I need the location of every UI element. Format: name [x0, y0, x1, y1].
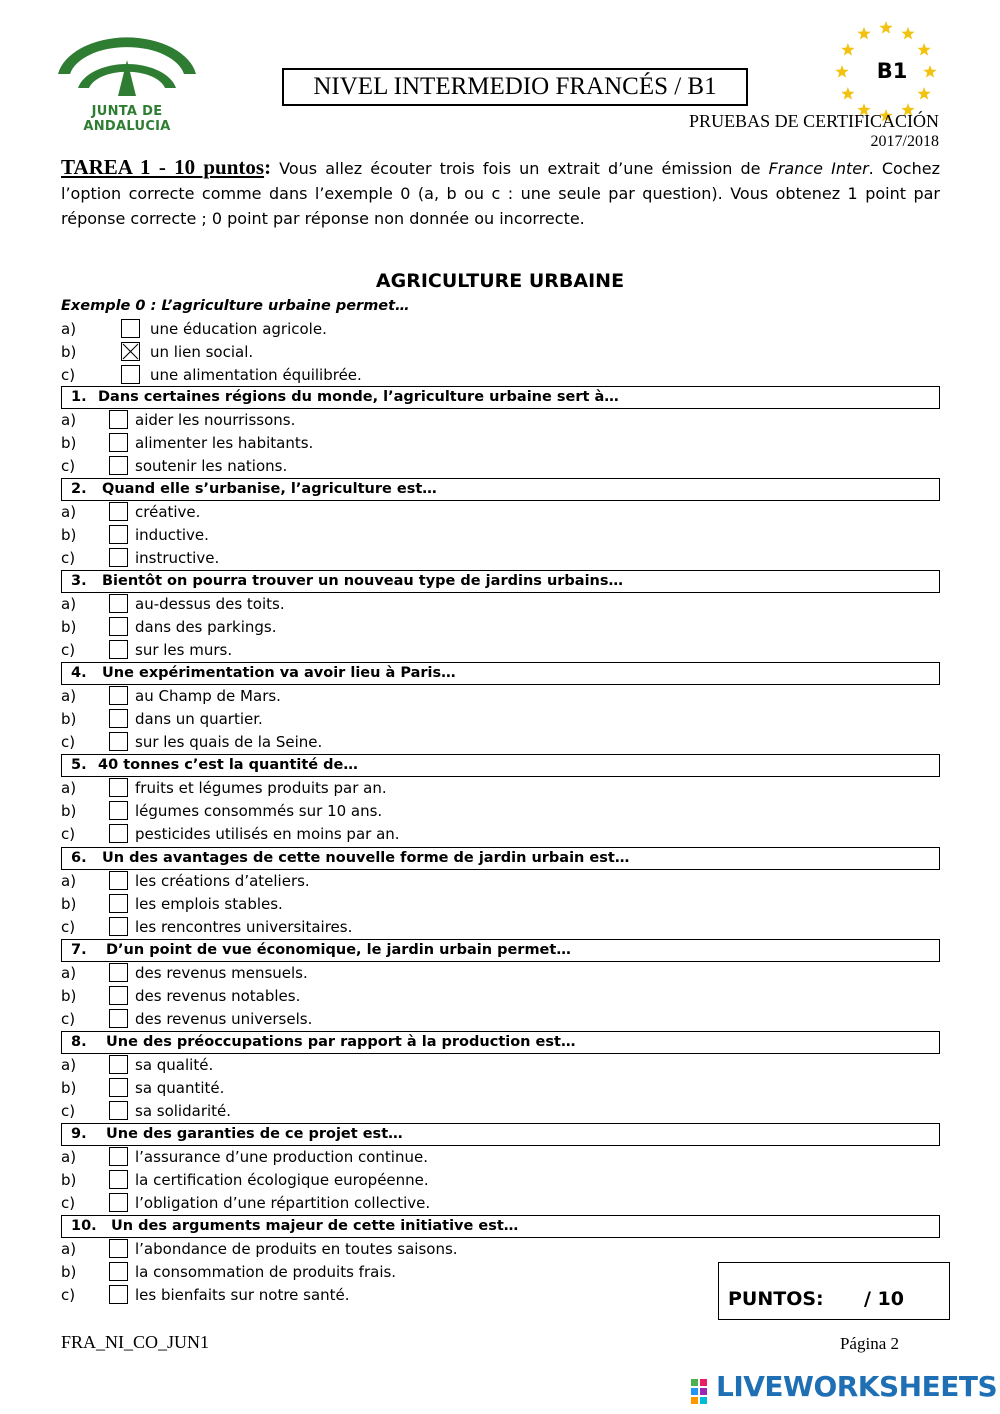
question-text: Dans certaines régions du monde, l’agriculture urbaine sert à… [98, 389, 619, 405]
answer-checkbox[interactable] [109, 963, 128, 982]
answer-checkbox[interactable] [109, 1078, 128, 1097]
question-8 [61, 1031, 940, 1054]
option-letter: a) [61, 1148, 77, 1166]
page-title: NIVEL INTERMEDIO FRANCÉS / B1 [282, 68, 748, 106]
answer-checkbox[interactable] [109, 686, 128, 705]
liveworksheets-watermark: LIVEWORKSHEETS [716, 1370, 998, 1403]
option-letter: c) [61, 457, 76, 475]
option-letter: a) [61, 1240, 77, 1258]
footer-code: FRA_NI_CO_JUN1 [61, 1332, 210, 1352]
question-number: 3. [71, 573, 87, 589]
option-text: les rencontres universitaires. [135, 918, 353, 936]
option-letter: b) [61, 434, 77, 452]
option-text: pesticides utilisés en moins par an. [135, 825, 400, 843]
option-text: l’assurance d’une production continue. [135, 1148, 428, 1166]
answer-checkbox[interactable] [109, 1170, 128, 1189]
question-text: Une des préoccupations par rapport à la production est… [106, 1034, 576, 1050]
option-text: au Champ de Mars. [135, 687, 281, 705]
option-text: une éducation agricole. [150, 320, 327, 338]
option-text: inductive. [135, 526, 209, 544]
option-letter: a) [61, 779, 77, 797]
answer-checkbox[interactable] [109, 732, 128, 751]
option-letter: a) [61, 872, 77, 890]
option-text: aider les nourrissons. [135, 411, 296, 429]
option-text: instructive. [135, 549, 220, 567]
answer-checkbox[interactable] [109, 548, 128, 567]
question-number: 10. [71, 1218, 97, 1234]
option-text: alimenter les habitants. [135, 434, 314, 452]
option-letter: a) [61, 687, 77, 705]
option-letter: b) [61, 987, 77, 1005]
answer-checkbox[interactable] [109, 824, 128, 843]
option-text: sa qualité. [135, 1056, 214, 1074]
question-number: 2. [71, 481, 87, 497]
option-letter: c) [61, 549, 76, 567]
option-letter: b) [61, 343, 77, 361]
answer-checkbox[interactable] [109, 640, 128, 659]
example-checkbox-c[interactable] [121, 365, 140, 384]
question-5 [61, 754, 940, 777]
question-6 [61, 847, 940, 870]
option-letter: b) [61, 1171, 77, 1189]
answer-checkbox[interactable] [109, 525, 128, 544]
option-letter: a) [61, 964, 77, 982]
option-letter: b) [61, 618, 77, 636]
org-name: JUNTA DE ANDALUCIA [83, 104, 171, 134]
answer-checkbox[interactable] [109, 1009, 128, 1028]
option-text: soutenir les nations. [135, 457, 288, 475]
option-letter: b) [61, 802, 77, 820]
star-icon [879, 21, 892, 34]
task-title: TAREA 1 - 10 puntos [61, 155, 265, 179]
option-letter: c) [61, 1194, 76, 1212]
option-text: des revenus notables. [135, 987, 301, 1005]
option-text: les bienfaits sur notre santé. [135, 1286, 350, 1304]
option-letter: a) [61, 503, 77, 521]
star-icon [901, 27, 914, 40]
answer-checkbox[interactable] [109, 594, 128, 613]
option-letter: b) [61, 1079, 77, 1097]
option-text: la consommation de produits frais. [135, 1263, 397, 1281]
option-letter: b) [61, 1263, 77, 1281]
option-letter: a) [61, 411, 77, 429]
option-text: les créations d’ateliers. [135, 872, 310, 890]
star-icon [835, 65, 848, 78]
star-icon [857, 27, 870, 40]
star-icon [841, 87, 854, 100]
option-letter: a) [61, 1056, 77, 1074]
checked-cross-icon [122, 343, 139, 360]
answer-checkbox[interactable] [109, 1101, 128, 1120]
option-text: dans des parkings. [135, 618, 277, 636]
option-text: un lien social. [150, 343, 254, 361]
answer-checkbox[interactable] [109, 456, 128, 475]
option-text: l’abondance de produits en toutes saisons. [135, 1240, 458, 1258]
option-letter: c) [61, 825, 76, 843]
answer-checkbox[interactable] [109, 871, 128, 890]
answer-checkbox[interactable] [109, 1147, 128, 1166]
option-text: fruits et légumes produits par an. [135, 779, 387, 797]
question-text: Quand elle s’urbanise, l’agriculture est… [102, 481, 437, 497]
option-text: sa quantité. [135, 1079, 225, 1097]
option-text: dans un quartier. [135, 710, 263, 728]
option-text: sa solidarité. [135, 1102, 232, 1120]
question-text: Une expérimentation va avoir lieu à Paris… [102, 665, 456, 681]
answer-checkbox[interactable] [109, 801, 128, 820]
option-letter: c) [61, 1286, 76, 1304]
question-4 [61, 662, 940, 685]
question-text: D’un point de vue économique, le jardin urbain permet… [106, 942, 571, 958]
question-text: Un des avantages de cette nouvelle forme de jardin urbain est… [102, 850, 630, 866]
level-badge: B1 [876, 59, 908, 83]
question-number: 8. [71, 1034, 87, 1050]
option-text: créative. [135, 503, 201, 521]
option-letter: c) [61, 366, 76, 384]
star-icon [917, 87, 930, 100]
example-checkbox-b[interactable] [121, 342, 140, 361]
option-text: sur les quais de la Seine. [135, 733, 323, 751]
page-number: Página 2 [839, 1334, 899, 1353]
question-text: Un des arguments majeur de cette initiative est… [111, 1218, 519, 1234]
example-checkbox-a[interactable] [121, 319, 140, 338]
option-text: l’obligation d’une répartition collective. [135, 1194, 431, 1212]
instructions [61, 155, 940, 231]
score-total[interactable]: / 10 [864, 1288, 904, 1310]
question-7 [61, 939, 940, 962]
option-letter: c) [61, 641, 76, 659]
option-letter: b) [61, 526, 77, 544]
answer-checkbox[interactable] [109, 1239, 128, 1258]
cert-text: PRUEBAS DE CERTIFICACIÓN [689, 111, 939, 131]
option-letter: b) [61, 895, 77, 913]
answer-checkbox[interactable] [109, 617, 128, 636]
instructions-text-2: . Cochez l’option correcte comme dans l’exemple 0 (a, b ou c : une seule par question). Vous obtenez 1 point par réponse correcte ; 0 point par réponse non donnée ou incorrecte. [61, 159, 940, 228]
question-2 [61, 478, 940, 501]
option-letter: a) [61, 595, 77, 613]
answer-checkbox[interactable] [109, 502, 128, 521]
option-letter: c) [61, 1010, 76, 1028]
answer-checkbox[interactable] [109, 778, 128, 797]
option-letter: a) [61, 320, 77, 338]
option-letter: c) [61, 1102, 76, 1120]
task-colon: : [264, 155, 272, 179]
question-number: 4. [71, 665, 87, 681]
option-letter: c) [61, 918, 76, 936]
answer-checkbox[interactable] [109, 709, 128, 728]
option-text: sur les murs. [135, 641, 233, 659]
question-number: 1. [71, 389, 87, 405]
instructions-text-1: Vous allez écouter trois fois un extrait d’une émission de [271, 159, 769, 178]
answer-checkbox[interactable] [109, 1193, 128, 1212]
question-text: Une des garanties de ce projet est… [106, 1126, 403, 1142]
option-text: au-dessus des toits. [135, 595, 285, 613]
option-text: la certification écologique européenne. [135, 1171, 429, 1189]
star-icon [923, 65, 936, 78]
option-letter: b) [61, 710, 77, 728]
question-text: 40 tonnes c’est la quantité de… [98, 757, 358, 773]
star-icon [841, 43, 854, 56]
section-title: AGRICULTURE URBAINE [375, 270, 625, 292]
program-name: France Inter [768, 159, 869, 178]
question-number: 7. [71, 942, 87, 958]
question-1 [61, 386, 940, 409]
answer-checkbox[interactable] [109, 1262, 128, 1281]
question-number: 6. [71, 850, 87, 866]
option-text: les emplois stables. [135, 895, 283, 913]
option-text: légumes consommés sur 10 ans. [135, 802, 383, 820]
option-text: une alimentation équilibrée. [150, 366, 362, 384]
question-number: 9. [71, 1126, 87, 1142]
question-number: 5. [71, 757, 87, 773]
option-text: des revenus mensuels. [135, 964, 308, 982]
score-label: PUNTOS: [728, 1288, 824, 1310]
question-9 [61, 1123, 940, 1146]
answer-checkbox[interactable] [109, 917, 128, 936]
answer-checkbox[interactable] [109, 433, 128, 452]
question-3 [61, 570, 940, 593]
example-title: Exemple 0 : L’agriculture urbaine permet… [61, 298, 410, 314]
answer-checkbox[interactable] [109, 1055, 128, 1074]
answer-checkbox[interactable] [109, 410, 128, 429]
question-10 [61, 1215, 940, 1238]
option-letter: c) [61, 733, 76, 751]
answer-checkbox[interactable] [109, 986, 128, 1005]
answer-checkbox[interactable] [109, 894, 128, 913]
cert-year: 2017/2018 [870, 133, 939, 150]
option-text: des revenus universels. [135, 1010, 313, 1028]
answer-checkbox[interactable] [109, 1285, 128, 1304]
star-icon [917, 43, 930, 56]
question-text: Bientôt on pourra trouver un nouveau type de jardins urbains… [102, 573, 624, 589]
